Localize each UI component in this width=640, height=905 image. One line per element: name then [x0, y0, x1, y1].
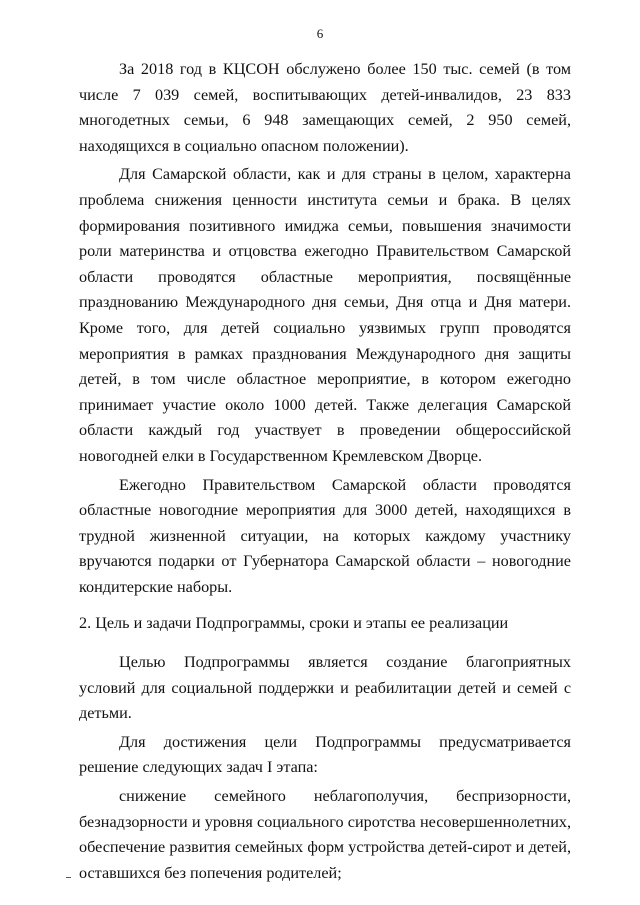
section-heading: 2. Цель и задачи Подпрограммы, сроки и этапы ее реализации: [79, 614, 509, 633]
paragraph-family-values: Для Самарской области, как и для страны в целом, характерна проблема снижения ценности института семьи и брака. В целях формирования позитивного имиджа семьи, повышения значимости роли материнства и отцовства ежегодно Правительством Самарской области проводятся областные мероприятия, посвящённые празднованию Международного дня семьи, Дня отца и Дня матери. Кроме того, для детей социально уязвимых групп проводятся мероприятия в рамках празднования Международного дня защиты детей, в том числе областное мероприятие, в котором ежегодно принимает участие около 1000 детей. Также делегация Самарской области каждый год участвует в проведении общероссийской новогодней елки в Государственном Кремлевском Дворце.: [79, 165, 571, 465]
paragraph-goal: Целью Подпрограммы является создание благоприятных условий для социальной поддержки и реабилитации детей и семей с детьми.: [79, 653, 571, 723]
paragraph-tasks-intro: Для достижения цели Подпрограммы предусматривается решение следующих задач I этапа:: [79, 732, 571, 777]
paragraph-new-year-events: Ежегодно Правительством Самарской области проводятся областные новогодние мероприятия для 3000 детей, находящихся в трудной жизненной ситуации, на которых каждому участнику вручаются подарки от Губернатора Самарской области – новогодние кондитерские наборы.: [79, 475, 571, 596]
page-number: 6: [316, 26, 324, 41]
scan-artifact-mark: [66, 877, 71, 878]
paragraph-task-item: снижение семейного неблагополучия, беспризорности, безнадзорности и уровня социального сиротства несовершеннолетних, обеспечение развития семейных форм устройства детей-сирот и детей, оставшихся без попечения родителей;: [79, 787, 571, 882]
document-body: [79, 57, 571, 886]
paragraph-families-served: За 2018 год в КЦСОН обслужено более 150 тыс. семей (в том числе 7 039 семей, воспитывающих детей-инвалидов, 23 833 многодетных семьи, 6 948 замещающих семей, 2 950 семей, находящихся в социально опасном положении).: [79, 60, 571, 155]
